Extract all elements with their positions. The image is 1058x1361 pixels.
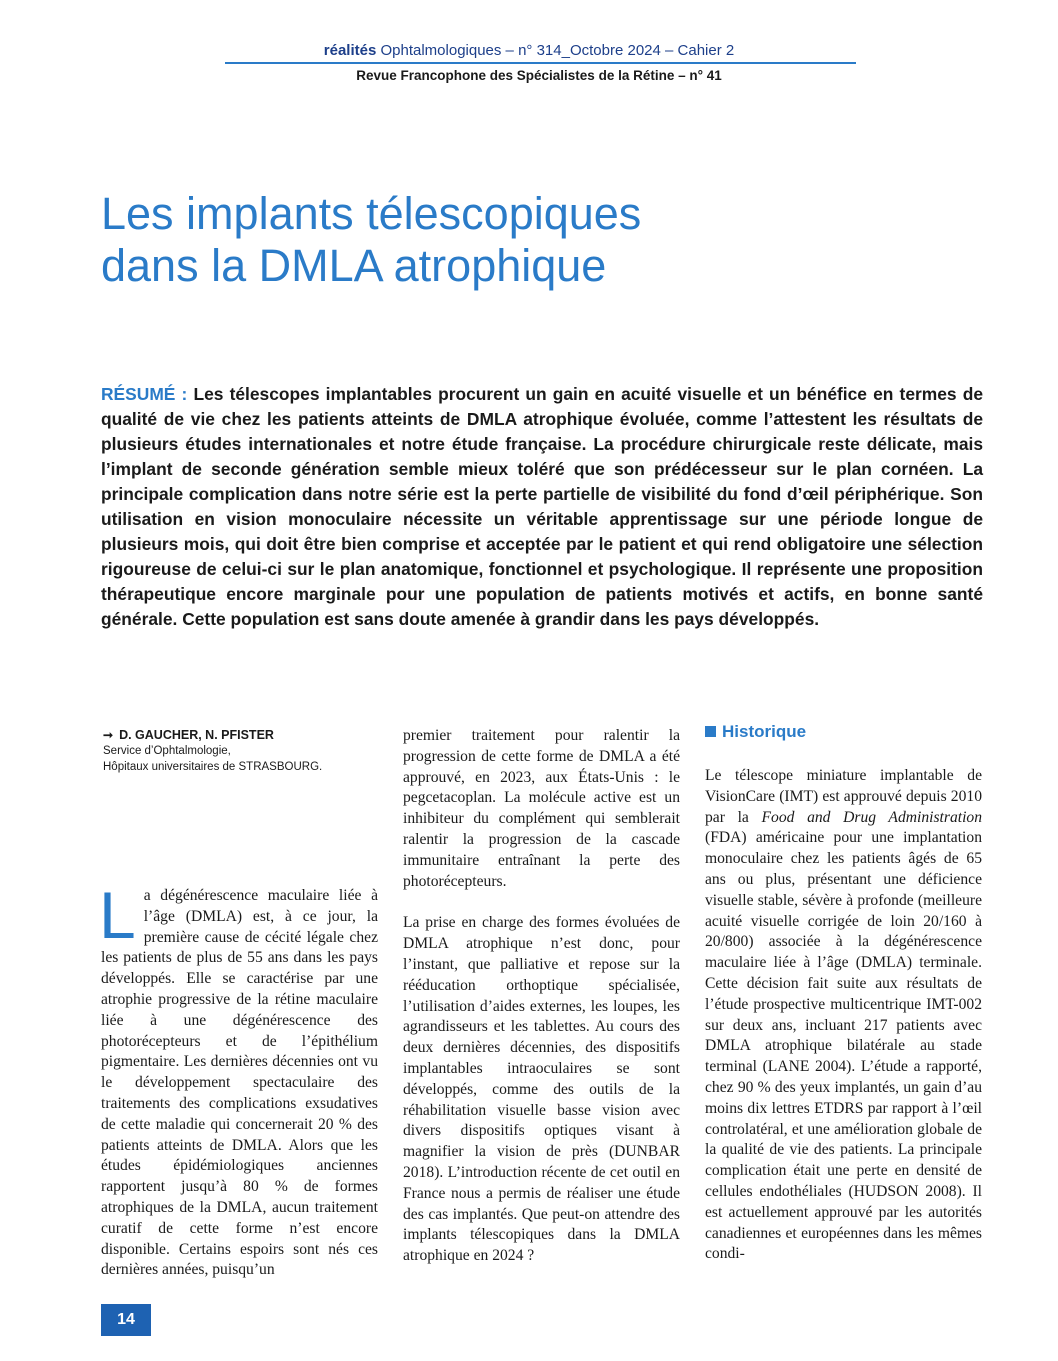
body-column-1 — [99, 878, 378, 1281]
abstract — [101, 382, 983, 632]
journal-brand: réalités — [323, 42, 377, 59]
column3-paragraph — [705, 766, 982, 1265]
article-title-line2: dans la DMLA atrophique — [101, 240, 607, 291]
article-title-line1: Les implants télescopiques — [101, 188, 642, 239]
square-bullet-icon — [705, 726, 716, 737]
drop-cap: L — [99, 878, 136, 952]
author-block — [103, 727, 363, 775]
author-names: D. GAUCHER, N. PFISTER — [119, 728, 274, 742]
page-number: 14 — [101, 1304, 151, 1336]
author-affiliation-line2: Hôpitaux universitaires de STRASBOURG. — [103, 761, 323, 773]
abstract-text: Les télescopes implantables procurent un gain en acuité visuelle et un bénéfice en termes de qualité de vie chez les patients atteints de DMLA atrophique évoluée, comme l’attestent les résultats de plusieurs études internationales et notre étude française. La procédure chirurgicale reste délicate, mais l’implant de seconde génération semble mieux toléré que son prédécesseur sur le plan cornéen. La principale complication dans notre série est la perte partielle de visibilité du fond d’œil périphérique. Son utilisation en vision monoculaire nécessite un véritable apprentissage sur une période longue de plusieurs mois, qui doit être bien comprise et acceptée par le patient et qui rend obligatoire une sélection rigoureuse de celui-ci sur le plan anatomique, fonctionnel et psychologique. Il représente une proposition thérapeutique encore marginale pour une population de patients motivés et actifs, en bonne santé générale. Cette population est sans doute amenée à grandir dans les pays développés. — [101, 384, 984, 629]
abstract-label: RÉSUMÉ : — [101, 384, 188, 404]
body-paragraph — [99, 878, 378, 1281]
article-title — [101, 188, 961, 292]
body-column-2 — [403, 726, 680, 1267]
author-affiliation-line1: Service d’Ophtalmologie, — [103, 745, 231, 757]
column1-text: a dégénérescence maculaire liée à l’âge (DMLA) est, à ce jour, la première cause de cécité légale chez les patients de plus de 55 ans dans les pays développés. Elle se caractérise par une atrophie progressive de la rétine maculaire liée à une dégénérescence des photorécepteurs et de l’épithélium pigmentaire. Les dernières décennies ont vu le développement spectaculaire des traitements des complications exsudatives de cette maladie qui concernerait 20 % des patients atteints de DMLA. Alors que les études épidémiologiques anciennes rapportent jusqu’à 80 % de formes atrophiques de la DMLA, aucun traitement curatif de cette forme n’est encore disponible. Certains espoirs sont nés ces dernières années, puisqu’un — [101, 887, 378, 1279]
body-column-3 — [705, 766, 982, 1265]
column3-text-end: (FDA) américaine pour une implantation monoculaire chez les patients âgés de 65 ans ou plus, présentant une déficience visuelle stable, sévère à profonde (meilleure acuité visuelle corrigée de loin 20/160 à 20/800) associée à la dégénérescence maculaire liée à l’âge (DMLA) terminale. Cette décision fait suite aux résultats de l’étude prospective multicentrique IMT-002 sur deux ans, incluant 217 patients avec DMLA atrophique bilatérale au stade terminal (LANE 2004). L’étude a rapporté, chez 90 % des yeux implantés, un gain d’au moins dix lettres ETDRS par rapport à l’œil controlatéral, et une amélioration globale de la qualité de vie des patients. La principale complication était une perte en densité de cellules endothéliales (HUDSON 2008). Il est actuellement approuvé par les autorités canadiennes et européennes dans les mêmes condi- — [705, 829, 982, 1263]
column3-text-start: Le télescope miniature implantable de VisionCare (IMT) est approuvé depuis 2010 par la — [705, 767, 982, 826]
journal-issue-info: Ophtalmologiques – n° 314_Octobre 2024 – Cahier 2 — [380, 42, 735, 59]
column2-paragraph-2: La prise en charge des formes évoluées de DMLA atrophique n’est donc, pour l’instant, que palliative et repose sur la rééducation orthoptique spécialisée, l’utilisation d’aides externes, les loupes, les agrandisseurs et les tablettes. Au cours des deux dernières décennies, des dispositifs implantables intraoculaires se sont développés, comme des outils de la réhabilitation visuelle basse vision avec divers dispositifs optiques visant à magnifier la vision de près (DUNBAR 2018). L’introduction récente de cet outil en France nous a permis de réaliser une étude des cas implantés. Que peut-on attendre des implants télescopiques dans la DMLA atrophique en 2024 ? — [403, 914, 680, 1265]
arrow-right-icon: ➞ — [103, 728, 114, 742]
section-heading-historique — [705, 722, 982, 742]
section-heading-text: Historique — [722, 722, 807, 741]
journal-header — [0, 42, 1058, 59]
journal-subtitle: Revue Francophone des Spécialistes de la Rétine – n° 41 — [356, 68, 722, 83]
header-divider — [225, 62, 856, 64]
column2-paragraph-1: premier traitement pour ralentir la progression de cette forme de DMLA a été approuvé, en 2023, aux États-Unis : le pegcetacoplan. La molécule active est un inhibiteur du complément qui semblerait ralentir la progression de la cascade immunitaire entraînant la perte des photorécepteurs. — [403, 727, 680, 890]
author-names-line — [103, 727, 363, 743]
column3-italic-text: Food and Drug Administration — [761, 808, 983, 826]
